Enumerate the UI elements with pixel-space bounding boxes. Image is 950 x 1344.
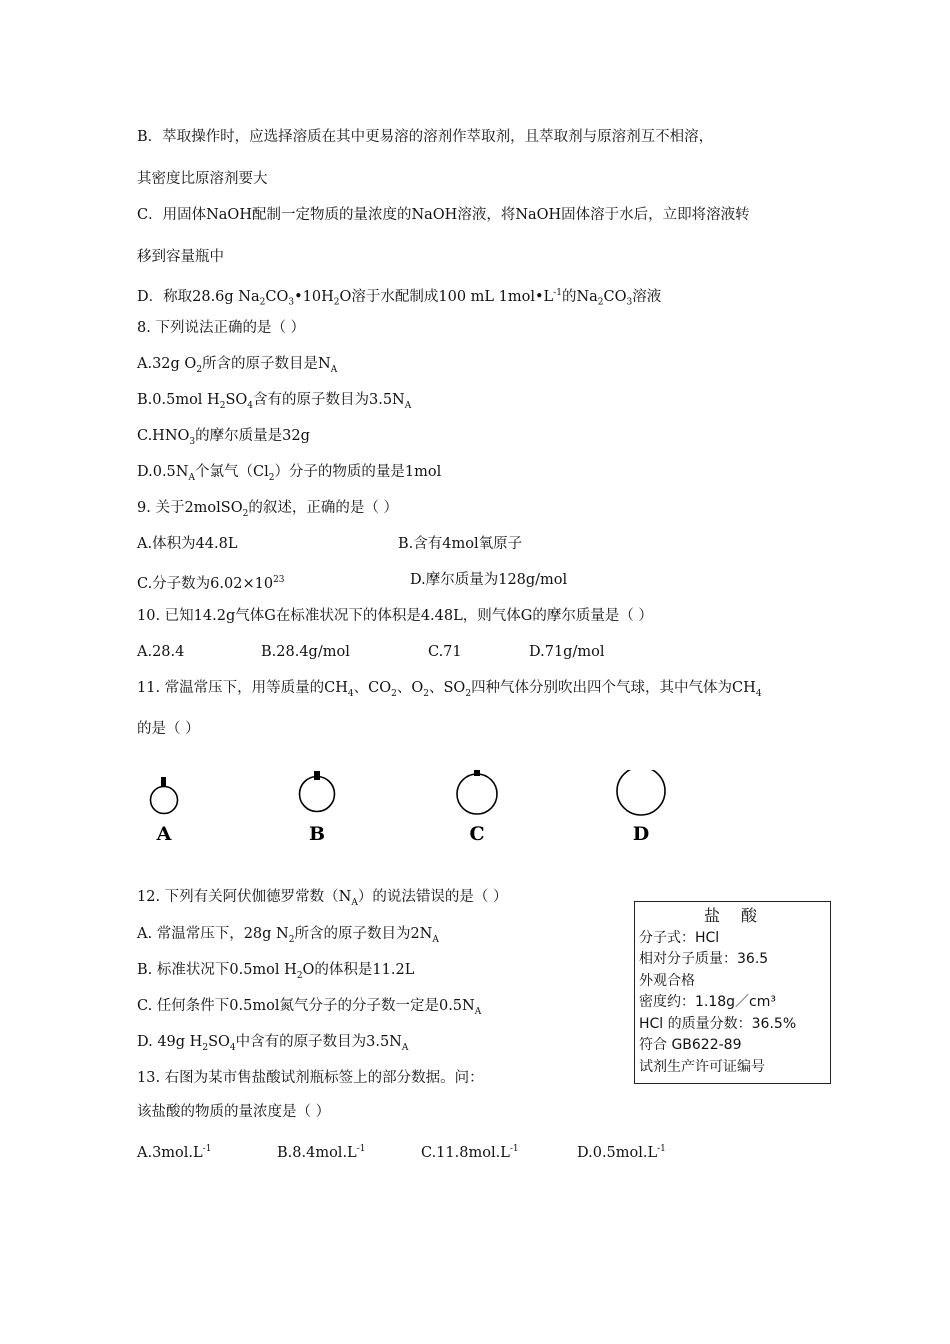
q12-option-c: C. 任何条件下0.5mol氮气分子的分子数一定是$0.5N_A$ [137, 998, 482, 1017]
q8-option-b: B.0.5mol $H_2SO_4$含有的原子数目为$3.5N_A$ [137, 392, 412, 411]
q9-stem: 9. 关于2molSO$_2$的叙述，正确的是（ ） [137, 500, 398, 519]
q10-option-c: C.71 [428, 644, 462, 660]
q8-option-d: $D.0.5N_A$个氯气$(Cl_2)$分子的物质的量是1mol [137, 464, 442, 483]
q12-stem: 12. 下列有关阿伏伽德罗常数$(N_A)$的说法错误的是（ ） [137, 889, 508, 908]
q9-option-d: D.摩尔质量为128g/mol [410, 572, 568, 588]
balloon-b [300, 771, 335, 845]
reagent-molar-mass: 相对分子质量：36.5 [639, 951, 769, 967]
q13-option-d: $D.0.5mol.L^{-1}$ [577, 1144, 666, 1161]
q9-option-a: A.体积为44.8L [137, 536, 238, 552]
q7-option-d: D．称取28.6g $Na_2CO_3•10H_2O$溶于水配制成100 mL $1mol•L^{-1}$的$Na_2CO_3$溶液 [137, 288, 662, 308]
balloon-label-c: C [469, 823, 485, 845]
q9-option-c: C.分子数为$6.02\times 10^{23}$ [137, 575, 285, 592]
balloon-label-a: A [156, 823, 172, 845]
q7-option-b-line1: B．萃取操作时，应选择溶质在其中更易溶的溶剂作萃取剂，且萃取剂与原溶剂互不相溶， [137, 129, 714, 145]
reagent-appearance: 外观合格 [639, 972, 695, 989]
q7-option-b-line2: 其密度比原溶剂要大 [137, 171, 268, 187]
q8-stem: 8. 下列说法正确的是（ ） [137, 320, 306, 336]
reagent-formula: 分子式：HCl [639, 929, 720, 946]
q10-stem: 10. 已知14.2g气体G在标准状况下的体积是4.48L，则气体G的摩尔质量是（ ） [137, 608, 653, 624]
q12-option-b: B. 标准状况下0.5mol $H_2O$的体积是11.2L [137, 962, 415, 981]
q13-option-b: $B.8.4mol.L^{-1}$ [277, 1144, 366, 1161]
reagent-density: 密度约：1.18g／cm³ [639, 994, 777, 1010]
q7-option-c-line2: 移到容量瓶中 [137, 249, 224, 265]
q8-option-a: A.32g $O_2$所含的原子数目是$N_A$ [137, 356, 338, 375]
q11-stem-line1: 11. 常温常压下，用等质量的$CH_4$、$CO_2$、$O_2$、$SO_2$四种气体分别吹出四个气球，其中气体为$CH_4$ [137, 680, 762, 699]
balloon-label-b: B [308, 823, 326, 845]
q10-option-b: B.28.4g/mol [261, 644, 350, 660]
q10-option-d: D.71g/mol [529, 644, 605, 660]
reagent-label-title: 盐 酸 [703, 906, 766, 925]
balloon-figure [137, 770, 697, 850]
q12-option-a: A. 常温常压下，28g $N_2$所含的原子数目为$2N_A$ [137, 926, 439, 945]
q13-option-c: $C.11.8mol.L^{-1}$ [421, 1144, 519, 1161]
balloon-a [151, 777, 178, 845]
reagent-label [634, 901, 831, 1084]
q13-option-a: $A.3mol.L^{-1}$ [137, 1144, 212, 1161]
q13-stem-line2: 该盐酸的物质的量浓度是（ ） [137, 1104, 331, 1120]
q13-stem: 13. 右图为某市售盐酸试剂瓶标签上的部分数据。问： [137, 1070, 484, 1086]
reagent-license: 试剂生产许可证编号 [639, 1058, 765, 1075]
q11-stem-line2: 的是（ ） [137, 721, 200, 737]
balloon-c [457, 770, 497, 845]
balloon-d [617, 770, 665, 845]
reagent-standard: 符合 GB622-89 [639, 1037, 742, 1053]
balloon-label-d: D [632, 823, 650, 845]
q7-option-c-line1: C．用固体NaOH配制一定物质的量浓度的NaOH溶液，将NaOH固体溶于水后，立即将溶液转 [137, 207, 750, 223]
q12-option-d: D. 49g $H_2SO_4$中含有的原子数目为$3.5N_A$ [137, 1034, 409, 1053]
q9-option-b: B.含有4mol氧原子 [398, 536, 523, 552]
reagent-mass-fraction: HCl 的质量分数：36.5% [639, 1015, 797, 1032]
q10-option-a: A.28.4 [137, 644, 185, 660]
q8-option-c: $C.HNO_3$的摩尔质量是32g [137, 428, 310, 447]
